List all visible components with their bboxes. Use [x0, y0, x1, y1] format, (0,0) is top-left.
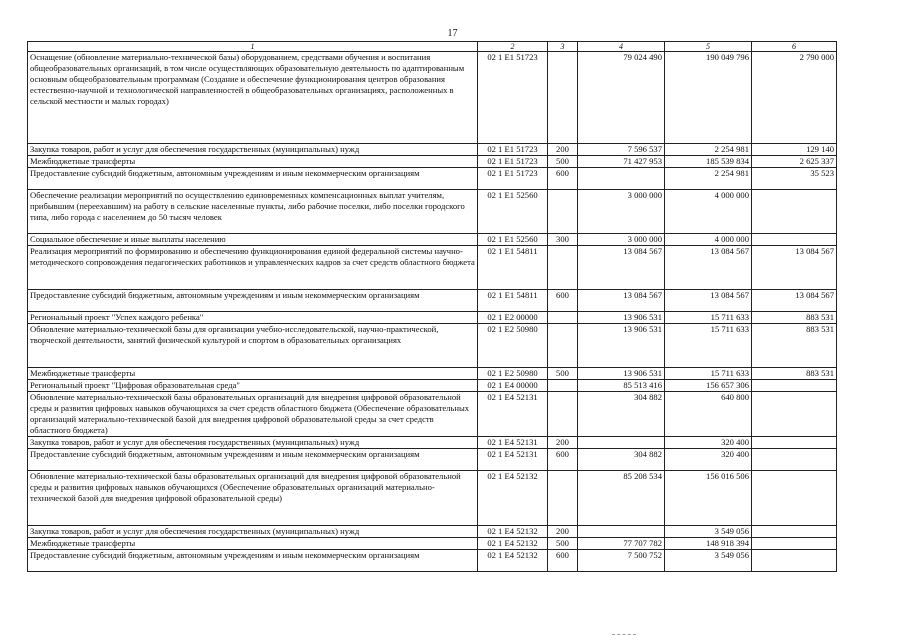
row-amount-3: 883 531 [752, 324, 837, 368]
table-row [28, 144, 837, 156]
row-amount-1: 3 000 000 [578, 190, 665, 234]
row-name: Обновление материально-технической базы для организации учебно-исследовательской, научно-практической, творческой деятельности, занятий физической культурой и спортом в образовательных организациях [28, 324, 478, 368]
row-amount-3 [752, 471, 837, 526]
row-name: Социальное обеспечение и иные выплаты населению [28, 234, 478, 246]
row-amount-1: 304 882 [578, 392, 665, 437]
row-expense-type: 600 [548, 290, 578, 312]
table-row [28, 368, 837, 380]
row-amount-1: 85 208 534 [578, 471, 665, 526]
row-code: 02 1 E2 50980 [478, 324, 548, 368]
table-row [28, 312, 837, 324]
row-name: Реализация мероприятий по формированию и обеспечению функционирования единой федеральной системы научно-методического сопровождения педагогических работников и управленческих кадров за счет средств областного бюджета [28, 246, 478, 290]
row-amount-3: 883 531 [752, 368, 837, 380]
row-expense-type [548, 190, 578, 234]
row-amount-1 [578, 168, 665, 190]
row-amount-1: 7 500 752 [578, 550, 665, 572]
row-amount-3 [752, 392, 837, 437]
row-expense-type: 600 [548, 449, 578, 471]
row-code: 02 1 E1 51723 [478, 144, 548, 156]
table-row [28, 471, 837, 526]
budget-table [27, 41, 837, 572]
row-amount-3: 883 531 [752, 312, 837, 324]
row-amount-3 [752, 380, 837, 392]
table-row [28, 246, 837, 290]
row-expense-type: 200 [548, 437, 578, 449]
row-amount-2: 148 918 394 [665, 538, 752, 550]
row-name: Предоставление субсидий бюджетным, автономным учреждениям и иным некоммерческим организациям [28, 449, 478, 471]
row-amount-1: 71 427 953 [578, 156, 665, 168]
row-amount-1: 13 906 531 [578, 312, 665, 324]
row-expense-type [548, 471, 578, 526]
row-code: 02 1 E1 51723 [478, 52, 548, 144]
row-amount-2: 15 711 633 [665, 312, 752, 324]
row-name: Закупка товаров, работ и услуг для обеспечения государственных (муниципальных) нужд [28, 144, 478, 156]
header-row [28, 42, 837, 52]
row-amount-2: 2 254 981 [665, 144, 752, 156]
row-amount-2: 320 400 [665, 449, 752, 471]
row-code: 02 1 E1 52560 [478, 234, 548, 246]
row-code: 02 1 E4 52131 [478, 392, 548, 437]
row-name: Оснащение (обновление материально-технической базы) оборудованием, средствами обучения и воспитания общеобразовательных организаций, в том числе осуществляющих образовательную деятельность по адаптированным основным общеобразовательным программам (Создание и обеспечение функционирования центров образования естественно-научной и технологической направленностей в общеобразовательных организациях, расположенных в сельской местности и малых городах) [28, 52, 478, 144]
row-amount-2: 15 711 633 [665, 324, 752, 368]
row-amount-2: 156 016 506 [665, 471, 752, 526]
row-amount-2: 15 711 633 [665, 368, 752, 380]
table-row [28, 52, 837, 144]
row-name: Межбюджетные трансферты [28, 156, 478, 168]
row-expense-type: 600 [548, 550, 578, 572]
row-code: 02 1 E4 52132 [478, 471, 548, 526]
row-amount-2: 185 539 834 [665, 156, 752, 168]
row-amount-3 [752, 190, 837, 234]
row-amount-3 [752, 550, 837, 572]
row-name: Закупка товаров, работ и услуг для обеспечения государственных (муниципальных) нужд [28, 437, 478, 449]
table-row [28, 437, 837, 449]
table-row [28, 550, 837, 572]
row-expense-type [548, 246, 578, 290]
row-expense-type [548, 380, 578, 392]
row-expense-type: 200 [548, 144, 578, 156]
row-amount-3 [752, 437, 837, 449]
row-code: 02 1 E1 51723 [478, 156, 548, 168]
row-amount-3 [752, 526, 837, 538]
table-row [28, 449, 837, 471]
row-name: Предоставление субсидий бюджетным, автономным учреждениям и иным некоммерческим организациям [28, 550, 478, 572]
row-code: 02 1 E1 52560 [478, 190, 548, 234]
row-name: Предоставление субсидий бюджетным, автономным учреждениям и иным некоммерческим организациям [28, 168, 478, 190]
row-code: 02 1 E4 52132 [478, 538, 548, 550]
row-name: Межбюджетные трансферты [28, 538, 478, 550]
row-name: Региональный проект "Цифровая образовательная среда" [28, 380, 478, 392]
row-amount-2: 13 084 567 [665, 290, 752, 312]
row-amount-3: 35 523 [752, 168, 837, 190]
row-amount-2: 190 049 796 [665, 52, 752, 144]
row-amount-1: 13 906 531 [578, 324, 665, 368]
page-number: 17 [447, 28, 458, 39]
table-row [28, 156, 837, 168]
header-cell-amount-1: 4 [578, 42, 665, 52]
row-amount-1: 13 084 567 [578, 246, 665, 290]
header-cell-amount-2: 5 [665, 42, 752, 52]
row-name: Обновление материально-технической базы образовательных организаций для внедрения цифровой образовательной среды и развития цифровых навыков обучающихся (Обеспечение образовательных организаций материально-технической базой для внедрения цифровой образовательной среды) [28, 471, 478, 526]
table-row [28, 234, 837, 246]
row-amount-3 [752, 449, 837, 471]
row-expense-type: 600 [548, 168, 578, 190]
row-amount-2: 4 000 000 [665, 190, 752, 234]
scan-artifact [612, 634, 636, 637]
table-row [28, 392, 837, 437]
row-code: 02 1 E4 52132 [478, 526, 548, 538]
row-expense-type: 200 [548, 526, 578, 538]
row-amount-2: 3 549 056 [665, 526, 752, 538]
table-row [28, 324, 837, 368]
row-amount-3: 2 625 337 [752, 156, 837, 168]
row-amount-3: 129 140 [752, 144, 837, 156]
row-amount-1: 3 000 000 [578, 234, 665, 246]
row-amount-1 [578, 437, 665, 449]
row-amount-1: 13 906 531 [578, 368, 665, 380]
row-expense-type [548, 52, 578, 144]
row-amount-2: 13 084 567 [665, 246, 752, 290]
table-row [28, 526, 837, 538]
row-amount-3 [752, 234, 837, 246]
row-name: Предоставление субсидий бюджетным, автономным учреждениям и иным некоммерческим организациям [28, 290, 478, 312]
row-code: 02 1 E1 54811 [478, 290, 548, 312]
row-amount-1 [578, 526, 665, 538]
row-code: 02 1 E1 51723 [478, 168, 548, 190]
table-row [28, 380, 837, 392]
header-cell-amount-3: 6 [752, 42, 837, 52]
row-code: 02 1 E2 00000 [478, 312, 548, 324]
header-cell-name: 1 [28, 42, 478, 52]
row-expense-type: 500 [548, 368, 578, 380]
row-amount-2: 320 400 [665, 437, 752, 449]
table-row [28, 168, 837, 190]
row-expense-type: 500 [548, 538, 578, 550]
row-name: Закупка товаров, работ и услуг для обеспечения государственных (муниципальных) нужд [28, 526, 478, 538]
row-name: Региональный проект "Успех каждого ребенка" [28, 312, 478, 324]
row-amount-2: 640 800 [665, 392, 752, 437]
table-row [28, 538, 837, 550]
row-amount-1: 79 024 490 [578, 52, 665, 144]
row-amount-1: 304 882 [578, 449, 665, 471]
row-code: 02 1 E4 52132 [478, 550, 548, 572]
row-code: 02 1 E4 00000 [478, 380, 548, 392]
row-name: Обеспечение реализации мероприятий по осуществлению единовременных компенсационных выплат учителям, прибывшим (переехавшим) на работу в сельские населенные пункты, либо рабочие поселки, либо поселки городского типа, либо города с населением до 50 тысяч человек [28, 190, 478, 234]
row-amount-1: 13 084 567 [578, 290, 665, 312]
row-amount-2: 3 549 056 [665, 550, 752, 572]
row-expense-type: 300 [548, 234, 578, 246]
row-code: 02 1 E1 54811 [478, 246, 548, 290]
row-code: 02 1 E4 52131 [478, 437, 548, 449]
header-cell-code: 2 [478, 42, 548, 52]
row-amount-2: 2 254 981 [665, 168, 752, 190]
row-code: 02 1 E4 52131 [478, 449, 548, 471]
row-expense-type [548, 324, 578, 368]
row-amount-1: 85 513 416 [578, 380, 665, 392]
row-amount-3 [752, 538, 837, 550]
table-row [28, 290, 837, 312]
header-cell-expense-type: 3 [548, 42, 578, 52]
row-expense-type [548, 392, 578, 437]
table-row [28, 190, 837, 234]
row-amount-1: 77 707 782 [578, 538, 665, 550]
row-name: Межбюджетные трансферты [28, 368, 478, 380]
row-amount-1: 7 596 537 [578, 144, 665, 156]
row-code: 02 1 E2 50980 [478, 368, 548, 380]
row-name: Обновление материально-технической базы образовательных организаций для внедрения цифровой образовательной среды и развития цифровых навыков обучающихся за счет средств областного бюджета (Обеспечение образовательных организаций материально-технической базой для внедрения цифровой образовательной среды за счет средств областного бюджета) [28, 392, 478, 437]
row-amount-3: 13 084 567 [752, 246, 837, 290]
row-amount-3: 2 790 000 [752, 52, 837, 144]
row-expense-type: 500 [548, 156, 578, 168]
row-amount-2: 156 657 306 [665, 380, 752, 392]
row-amount-2: 4 000 000 [665, 234, 752, 246]
row-amount-3: 13 084 567 [752, 290, 837, 312]
row-expense-type [548, 312, 578, 324]
